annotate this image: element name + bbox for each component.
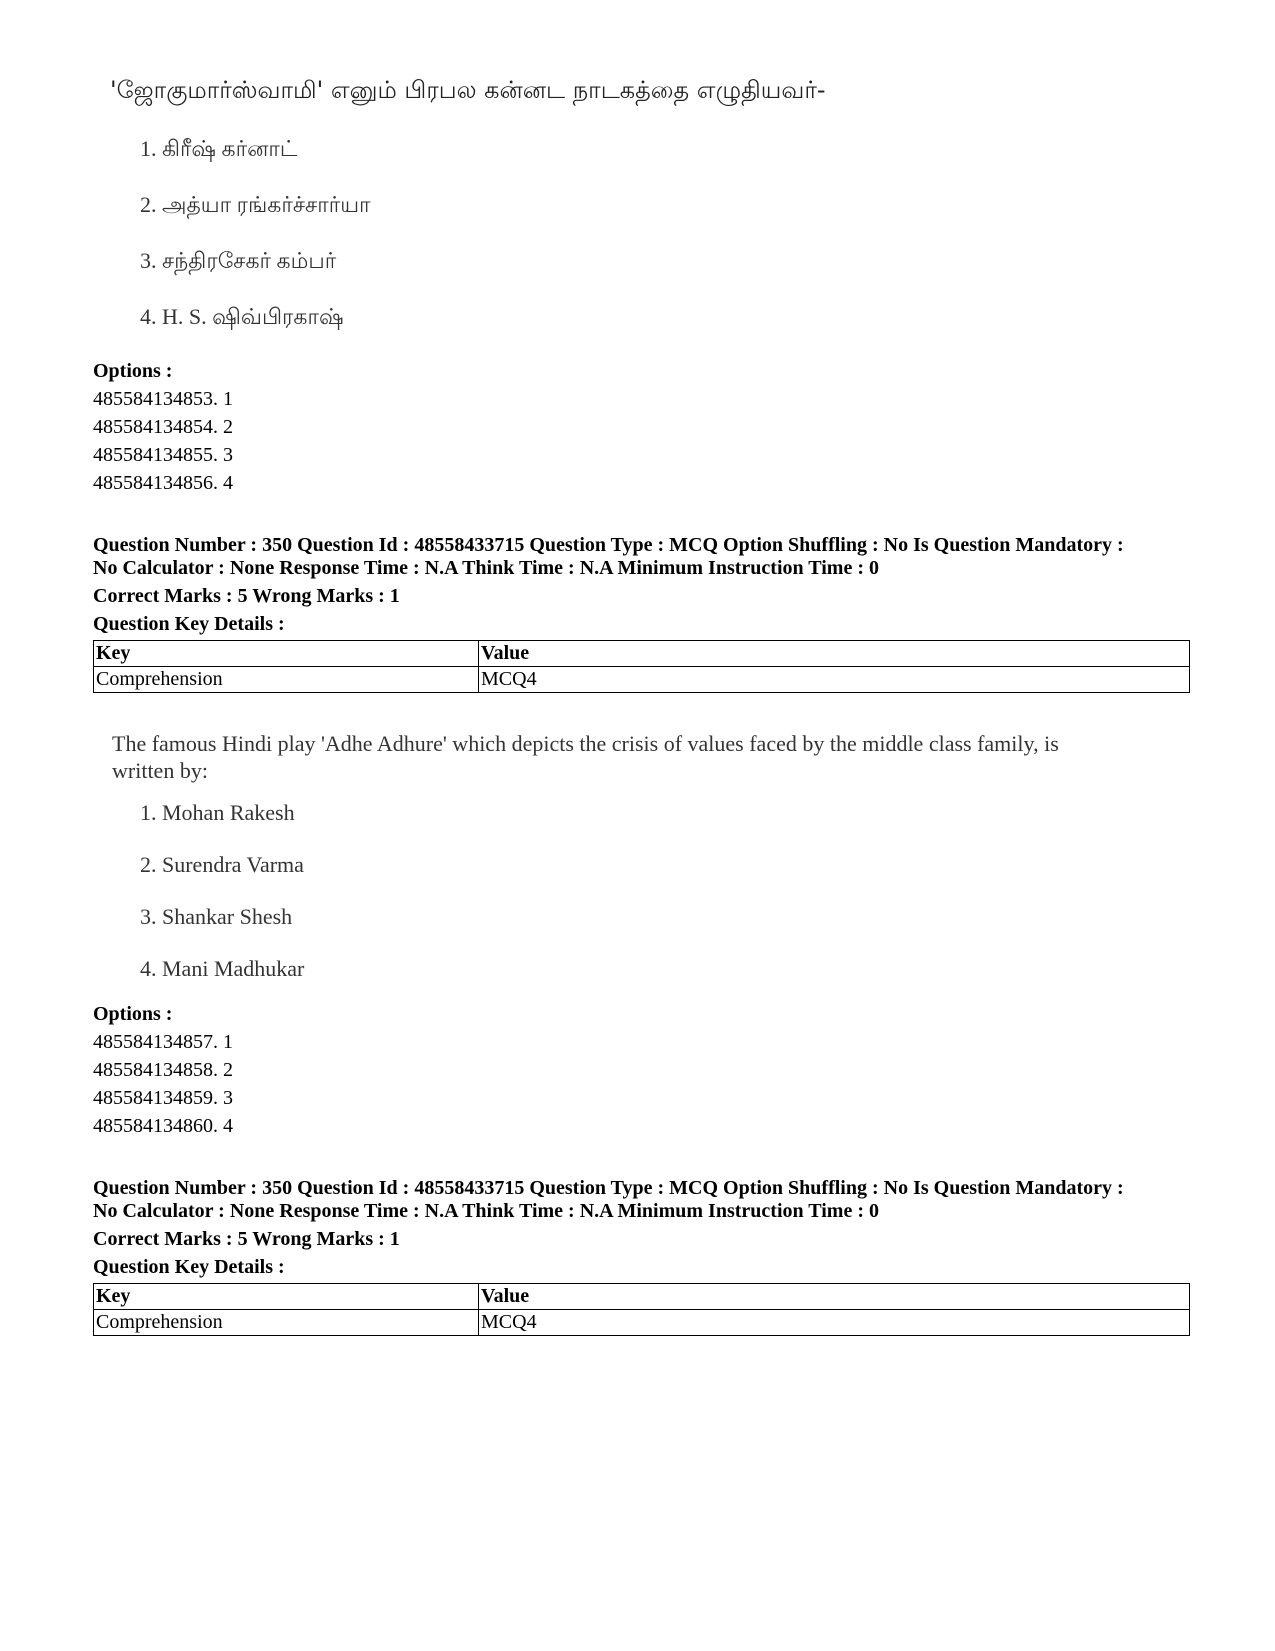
question-meta-line2: No Calculator : None Response Time : N.A Think Time : N.A Minimum Instruction Time : 0 <box>93 1200 879 1222</box>
table-row <box>94 1310 1190 1336</box>
question-meta-line2: No Calculator : None Response Time : N.A Think Time : N.A Minimum Instruction Time : 0 <box>93 557 879 579</box>
option-item: 485584134856. 4 <box>93 472 233 494</box>
table-cell-value: MCQ4 <box>479 667 1190 693</box>
question-stem: The famous Hindi play 'Adhe Adhure' which depicts the crisis of values faced by the middle class family, is written by: <box>112 731 1059 783</box>
answer-choice: 3. Shankar Shesh <box>140 904 293 929</box>
table-header-row <box>94 1284 1190 1310</box>
options-label: Options : <box>93 1003 173 1025</box>
option-item: 485584134860. 4 <box>93 1115 233 1137</box>
answer-choice: 3. சந்திரசேகர் கம்பர் <box>140 248 337 273</box>
table-header-row <box>94 641 1190 667</box>
key-details-label: Question Key Details : <box>93 1256 285 1278</box>
options-label: Options : <box>93 360 173 382</box>
marks-line: Correct Marks : 5 Wrong Marks : 1 <box>93 585 400 607</box>
question-key-table <box>93 640 1190 693</box>
option-item: 485584134855. 3 <box>93 444 233 466</box>
key-details-label: Question Key Details : <box>93 613 285 635</box>
question-stem: 'ஜோகுமார்ஸ்வாமி' எனும் பிரபல கன்னட நாடகத்தை எழுதியவர்- <box>110 76 826 104</box>
table-cell-key: Comprehension <box>94 667 479 693</box>
option-item: 485584134857. 1 <box>93 1031 233 1053</box>
question-meta-line1: Question Number : 350 Question Id : 48558433715 Question Type : MCQ Option Shuffling : No Is Question Mandatory : <box>93 534 1124 556</box>
table-row <box>94 667 1190 693</box>
table-cell-key: Comprehension <box>94 1310 479 1336</box>
table-cell-value: MCQ4 <box>479 1310 1190 1336</box>
table-header-key: Key <box>94 641 479 667</box>
answer-choice: 4. H. S. ஷிவ்பிரகாஷ் <box>140 304 344 329</box>
answer-choice: 2. அத்யா ரங்கர்ச்சார்யா <box>140 192 371 217</box>
answer-choice: 4. Mani Madhukar <box>140 956 305 981</box>
option-item: 485584134858. 2 <box>93 1059 233 1081</box>
answer-choice: 1. Mohan Rakesh <box>140 800 295 825</box>
option-item: 485584134854. 2 <box>93 416 233 438</box>
table-header-key: Key <box>94 1284 479 1310</box>
option-item: 485584134853. 1 <box>93 388 233 410</box>
table-header-value: Value <box>479 641 1190 667</box>
question-key-table <box>93 1283 1190 1336</box>
table-header-value: Value <box>479 1284 1190 1310</box>
answer-choice: 2. Surendra Varma <box>140 852 304 877</box>
answer-choice: 1. கிரீஷ் கர்னாட் <box>140 136 298 161</box>
marks-line: Correct Marks : 5 Wrong Marks : 1 <box>93 1228 400 1250</box>
question-meta-line1: Question Number : 350 Question Id : 48558433715 Question Type : MCQ Option Shuffling : No Is Question Mandatory : <box>93 1177 1124 1199</box>
option-item: 485584134859. 3 <box>93 1087 233 1109</box>
